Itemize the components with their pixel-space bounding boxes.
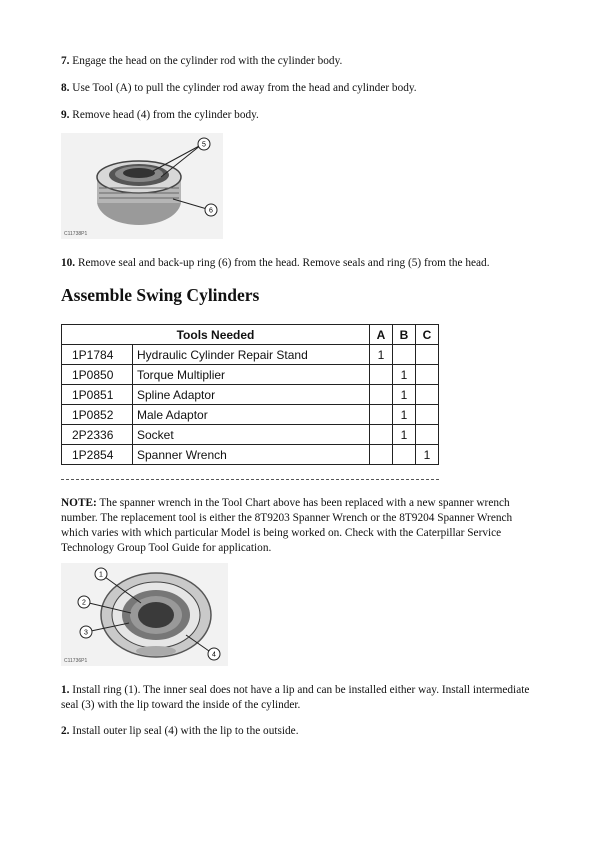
qty-a	[370, 445, 393, 465]
section-title: Assemble Swing Cylinders	[61, 285, 260, 305]
figure-id: C11736P1	[64, 658, 88, 664]
figure-id: C11738P1	[64, 231, 88, 237]
step-9: 9. Remove head (4) from the cylinder body.	[61, 109, 259, 121]
step-8: 8. Use Tool (A) to pull the cylinder rod away from the head and cylinder body.	[61, 82, 417, 94]
qty-a	[370, 425, 393, 445]
tool-name: Spline Adaptor	[133, 385, 370, 405]
seal-install-photo	[61, 563, 228, 666]
qty-c	[416, 405, 439, 425]
table-row	[62, 405, 439, 425]
callout-4: 4	[212, 651, 216, 659]
divider	[61, 479, 439, 480]
head-photo	[61, 133, 223, 239]
header-a: A	[370, 325, 393, 345]
step-2: 2. Install outer lip seal (4) with the lip to the outside.	[61, 725, 299, 737]
qty-c	[416, 365, 439, 385]
table-row	[62, 425, 439, 445]
step-1: 1. Install ring (1). The inner seal does not have a lip and can be installed either way. Install intermediate seal (3) with the lip toward the inside of the cylinder.	[61, 684, 530, 711]
qty-c	[416, 425, 439, 445]
table-row	[62, 385, 439, 405]
tool-name: Male Adaptor	[133, 405, 370, 425]
qty-c	[416, 385, 439, 405]
qty-b	[393, 345, 416, 365]
tool-name: Spanner Wrench	[133, 445, 370, 465]
qty-a	[370, 405, 393, 425]
qty-b: 1	[393, 365, 416, 385]
header-c: C	[416, 325, 439, 345]
tool-name: Torque Multiplier	[133, 365, 370, 385]
part-number: 1P0851	[62, 385, 133, 405]
qty-b: 1	[393, 425, 416, 445]
step-7: 7. Engage the head on the cylinder rod with the cylinder body.	[61, 55, 343, 67]
callout-3: 3	[84, 629, 88, 637]
note-paragraph: NOTE: The spanner wrench in the Tool Chart above has been replaced with a new spanner wrench number. The replacement tool is either the 8T9203 Spanner Wrench or the 8T9204 Spanner Wrench which varies with which particular Model is being worked on. Check with the Caterpillar Service Technology Group Tool Guide for application.	[61, 497, 513, 554]
qty-b: 1	[393, 385, 416, 405]
qty-c	[416, 345, 439, 365]
part-number: 1P2854	[62, 445, 133, 465]
part-number: 1P0852	[62, 405, 133, 425]
callout-1: 1	[99, 571, 103, 579]
table-row	[62, 345, 439, 365]
table-header-row	[62, 325, 439, 345]
qty-c: 1	[416, 445, 439, 465]
callout-5: 5	[202, 141, 206, 149]
table-row	[62, 445, 439, 465]
tool-name: Socket	[133, 425, 370, 445]
header-tools-needed: Tools Needed	[62, 325, 370, 345]
part-number: 1P1784	[62, 345, 133, 365]
callout-6: 6	[209, 207, 213, 215]
qty-a	[370, 365, 393, 385]
callout-2: 2	[82, 599, 86, 607]
part-number: 2P2336	[62, 425, 133, 445]
qty-a	[370, 385, 393, 405]
header-b: B	[393, 325, 416, 345]
tools-table	[61, 324, 439, 465]
qty-b: 1	[393, 405, 416, 425]
part-number: 1P0850	[62, 365, 133, 385]
step-10: 10. Remove seal and back-up ring (6) from the head. Remove seals and ring (5) from the head.	[61, 257, 490, 269]
qty-b	[393, 445, 416, 465]
qty-a: 1	[370, 345, 393, 365]
table-row	[62, 365, 439, 385]
tool-name: Hydraulic Cylinder Repair Stand	[133, 345, 370, 365]
